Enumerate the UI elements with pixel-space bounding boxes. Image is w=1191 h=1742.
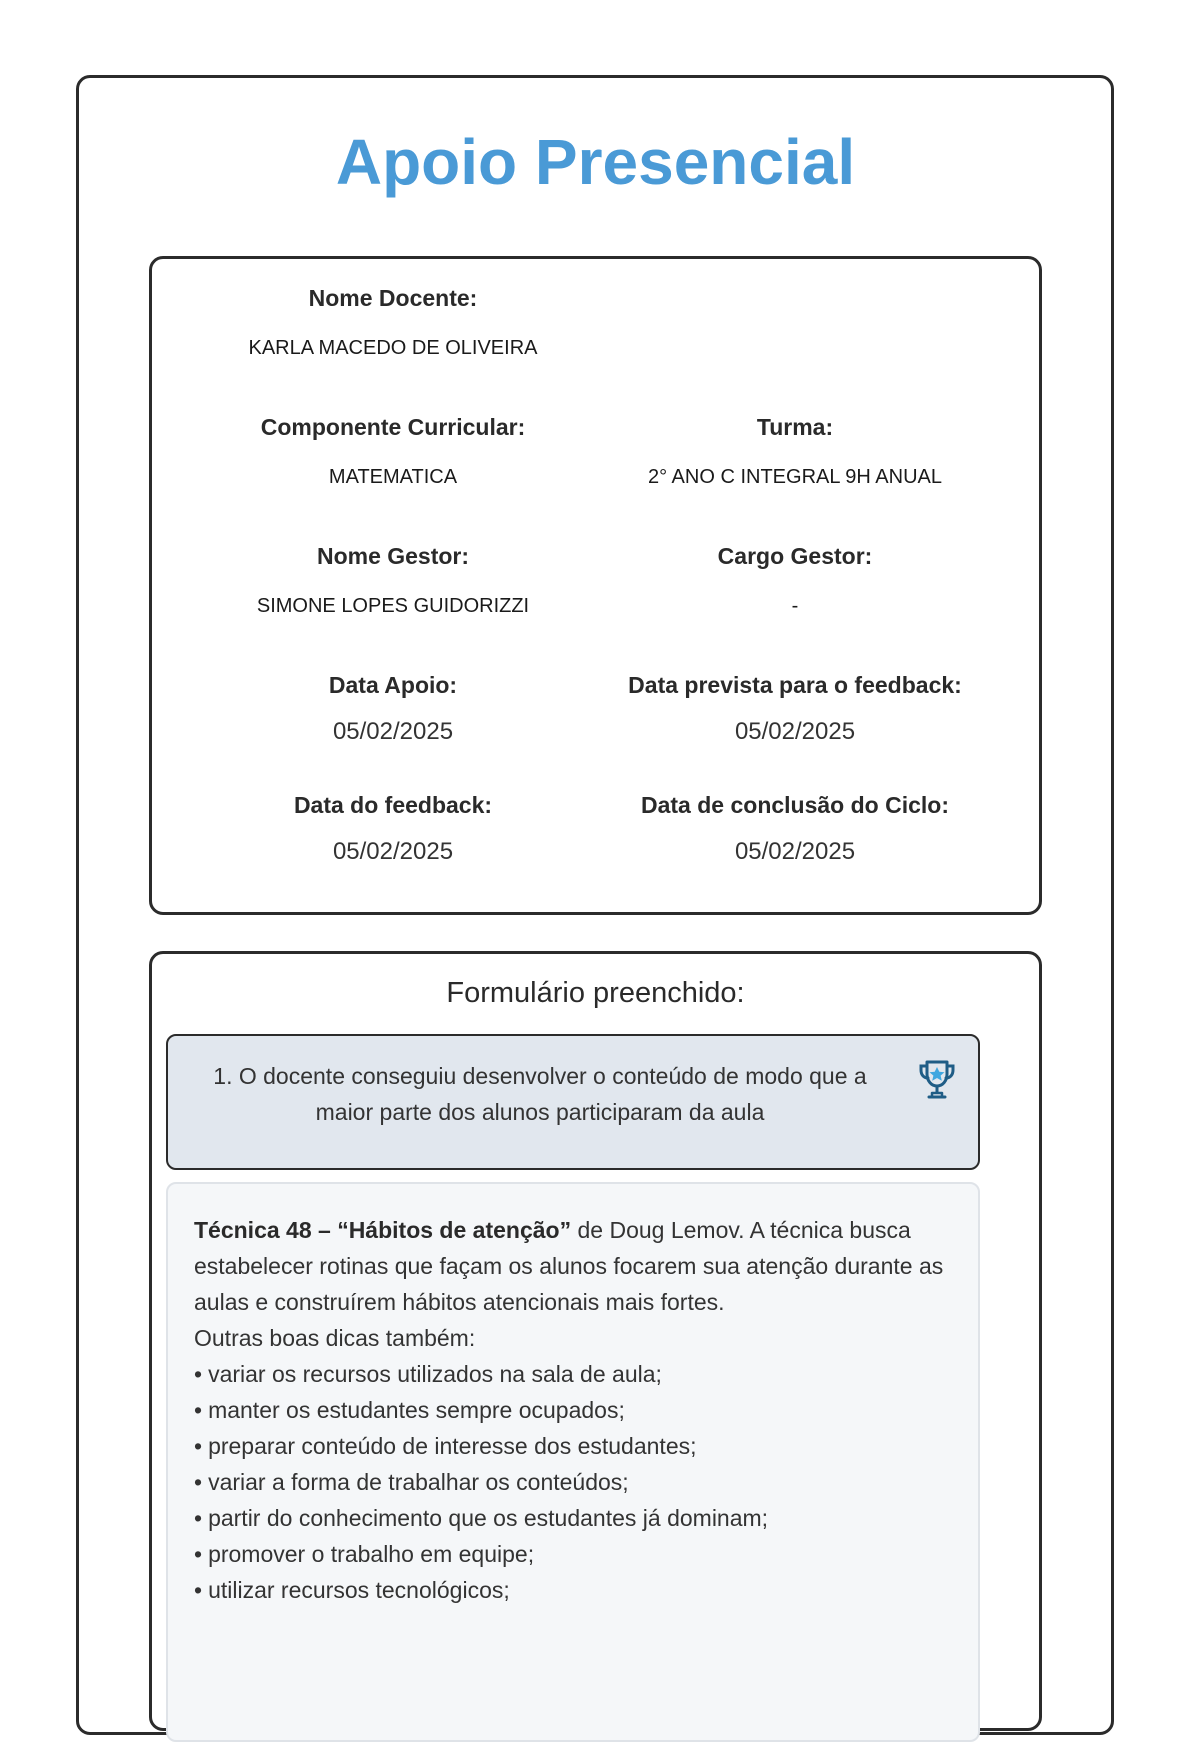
list-item: • promover o trabalho em equipe;	[194, 1536, 954, 1572]
field-label: Data prevista para o feedback:	[628, 672, 962, 698]
field-value: 05/02/2025	[734, 838, 856, 865]
field-value: MATEMATICA	[328, 466, 458, 488]
tips-intro: Outras boas dicas também:	[194, 1325, 476, 1351]
field-value: -	[791, 595, 799, 617]
trophy-icon	[913, 1056, 961, 1104]
field-label: Data do feedback:	[293, 792, 493, 818]
field-label: Nome Docente:	[308, 285, 478, 311]
question-text: 1. O docente conseguiu desenvolver o conteúdo de modo que a maior parte dos alunos participaram da aula	[213, 1063, 867, 1125]
field-componente-curricular	[183, 412, 603, 490]
field-label: Componente Curricular:	[260, 414, 526, 440]
tips-list	[194, 1356, 954, 1608]
field-data-prevista-feedback	[585, 670, 1005, 747]
question-card	[166, 1034, 980, 1170]
technique-title: Técnica 48 – “Hábitos de atenção”	[194, 1217, 572, 1243]
field-label: Turma:	[756, 414, 834, 440]
list-item: • preparar conteúdo de interesse dos estudantes;	[194, 1428, 954, 1464]
field-cargo-gestor	[585, 541, 1005, 619]
field-value: 2° ANO C INTEGRAL 9H ANUAL	[647, 466, 942, 488]
field-turma	[585, 412, 1005, 490]
field-nome-docente	[183, 283, 603, 361]
list-item: • manter os estudantes sempre ocupados;	[194, 1392, 954, 1428]
field-value: 05/02/2025	[332, 838, 454, 865]
field-label: Cargo Gestor:	[717, 543, 873, 569]
field-value: 05/02/2025	[332, 718, 454, 745]
field-data-conclusao-ciclo	[585, 790, 1005, 867]
list-item: • variar a forma de trabalhar os conteúdos;	[194, 1464, 954, 1500]
page-title: Apoio Presencial	[335, 126, 856, 198]
technique-paragraph	[194, 1212, 954, 1320]
list-item: • variar os recursos utilizados na sala de aula;	[194, 1356, 954, 1392]
technique-description: de Doug Lemov. A técnica busca estabelecer rotinas que façam os alunos focarem sua atenção durante as aulas e construírem hábitos atencionais mais fortes.	[194, 1217, 944, 1315]
field-label: Data Apoio:	[328, 672, 458, 698]
field-nome-gestor	[183, 541, 603, 619]
field-label: Nome Gestor:	[316, 543, 470, 569]
list-item: • utilizar recursos tecnológicos;	[194, 1572, 954, 1608]
field-value: KARLA MACEDO DE OLIVEIRA	[248, 337, 538, 359]
field-value: 05/02/2025	[734, 718, 856, 745]
form-heading: Formulário preenchido:	[446, 977, 745, 1009]
field-label: Data de conclusão do Ciclo:	[641, 792, 949, 818]
answer-card	[166, 1182, 980, 1742]
field-data-feedback	[183, 790, 603, 867]
field-data-apoio	[183, 670, 603, 747]
field-value: SIMONE LOPES GUIDORIZZI	[256, 595, 530, 617]
list-item: • partir do conhecimento que os estudantes já dominam;	[194, 1500, 954, 1536]
